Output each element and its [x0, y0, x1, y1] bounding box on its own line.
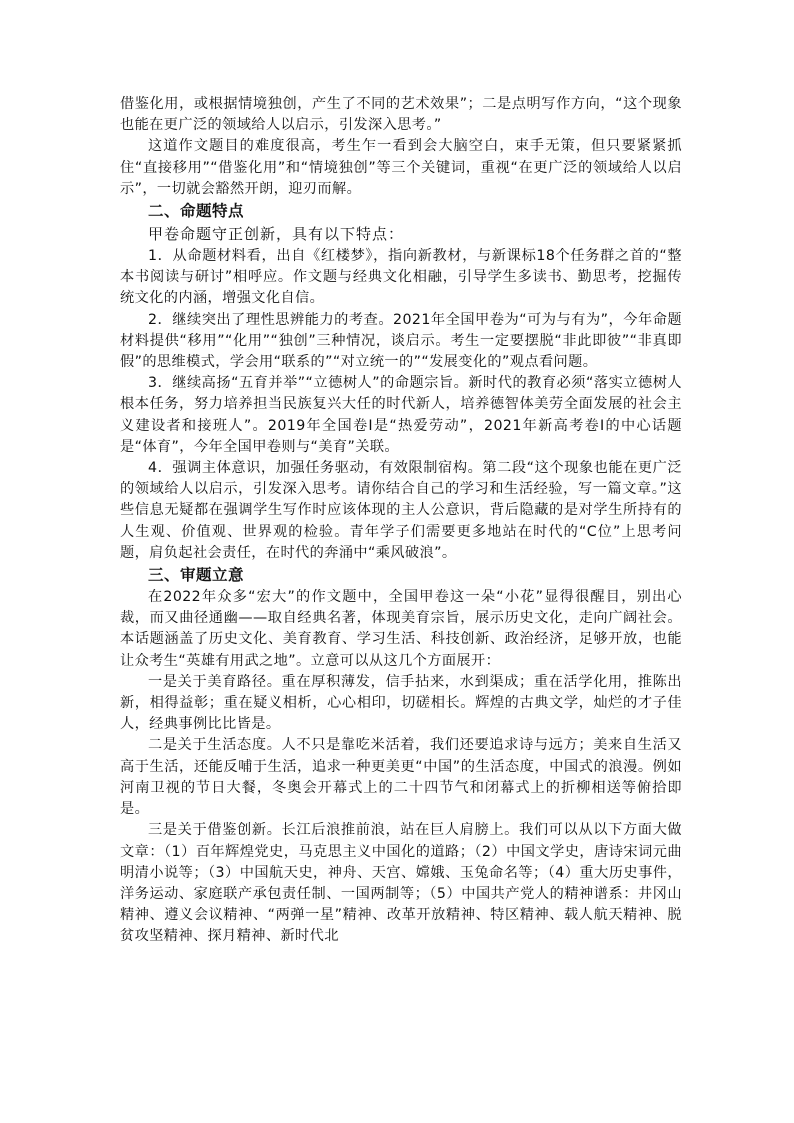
section-intro: 甲卷命题守正创新，具有以下特点： — [148, 225, 405, 244]
paragraph: 三是关于借鉴创新。长江后浪推前浪，站在巨人肩膀上。我们可以从以下方面大做文章：（1）百年辉煌党史，马克思主义中国化的道路；（2）中国文学史，唐诗宋词元曲明清小说等；（3）中国航天史，神舟、天宫、嫦娥、玉兔命名等；（4）重大历史事件，洋务运动、家庭联产承包责任制、一国两制等；（5）中国共产党人的精神谱系：井冈山精神、遵义会议精神、“两弹一星”精神、改革开放精神、特区精神、载人航天精神、脱贫攻坚精神、探月精神、新时代北 — [120, 822, 682, 945]
paragraph: 3．继续高扬“五育并举”“立德树人”的命题宗旨。新时代的教育必须“落实立德树人根本任务，努力培养担当民族复兴大任的时代新人，培养德智体美劳全面发展的社会主义建设者和接班人”。2019年全国卷Ⅰ是“热爱劳动”，2021年新高考卷Ⅰ的中心话题是“体育”，今年全国甲卷则与“美育”关联。 — [120, 375, 682, 455]
paragraph: 1．从命题材料看，出自《红楼梦》，指向新教材，与新课标18个任务群之首的“整本书阅读与研讨”相呼应。作文题与经典文化相融，引导学生多读书、勤思考，挖掘传统文化的内涵，增强文化自信。 — [120, 248, 682, 307]
section-heading: 二、命题特点 — [148, 202, 245, 221]
document-page — [120, 94, 682, 948]
section-heading: 三、审题立意 — [148, 566, 245, 585]
paragraph: 一是关于美育路径。重在厚积薄发，信手拈来，水到渠成；重在活学化用，推陈出新，相得益彰；重在疑义相析，心心相印，切磋相长。辉煌的古典文学，灿烂的才子佳人，经典事例比比皆是。 — [120, 673, 682, 733]
paragraph: 4．强调主体意识，加强任务驱动，有效限制宿构。第二段“这个现象也能在更广泛的领域给人以启示，引发深入思考。请你结合自己的学习和生活经验，写一篇文章。”这些信息无疑都在强调学生写作时应该体现的主人公意识，背后隐藏的是对学生所持有的人生观、价值观、世界观的检验。青年学子们需要更多地站在时代的“C位”上思考问题，肩负起社会责任，在时代的奔涌中“乘风破浪”。 — [120, 460, 682, 561]
paragraph: 2．继续突出了理性思辨能力的考查。2021年全国甲卷为“可为与有为”，今年命题材料提供“移用”“化用”“独创”三种情况，谈启示。考生一定要摆脱“非此即彼”“非真即假”的思维模式，学会用“联系的”“对立统一的”“发展变化的”观点看问题。 — [120, 311, 682, 371]
paragraph: 这道作文题目的难度很高，考生乍一看到会大脑空白，束手无策，但只要紧紧抓住“直接移用”“借鉴化用”和“情境独创”等三个关键词，重视“在更广泛的领域给人以启示”，一切就会豁然开朗，迎刃而解。 — [120, 138, 682, 197]
paragraph: 借鉴化用，或根据情境独创，产生了不同的艺术效果”；二是点明写作方向，“这个现象也能在更广泛的领域给人以启示，引发深入思考。” — [120, 96, 682, 134]
paragraph: 二是关于生活态度。人不只是靠吃米活着，我们还要追求诗与远方；美来自生活又高于生活，还能反哺于生活，追求一种更美更“中国”的生活态度，中国式的浪漫。例如河南卫视的节日大餐，冬奥会开幕式上的二十四节气和闭幕式上的折柳相送等俯拾即是。 — [120, 737, 682, 818]
paragraph: 在2022年众多“宏大”的作文题中，全国甲卷这一朵“小花”显得很醒目，别出心裁，而又曲径通幽——取自经典名著，体现美育宗旨，展示历史文化，走向广阔社会。本话题涵盖了历史文化、美育教育、学习生活、科技创新、政治经济，足够开放，也能让众考生“英雄有用武之地”。立意可以从这几个方面展开： — [120, 589, 682, 669]
